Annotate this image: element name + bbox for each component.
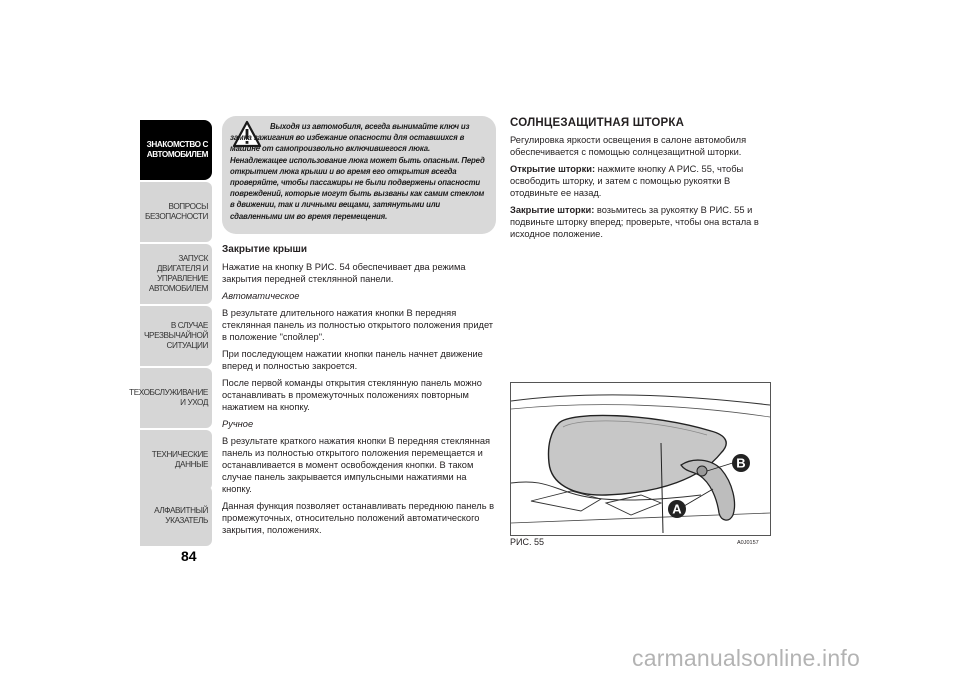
warning-text: Выходя из автомобиля, всегда вынимайте ключ из замка зажигания во избежание опасности для оставшихся в машине от самопроизвольно включившегося люка. Ненадлежащее использование люка может быть опасным. Перед открытием люка крыши и во время его открытия всегда проверяйте, чтобы пассажиры не были подвержены опасности повреждений, которые могут быть вызваны как самим стеклом в движении, так и личными вещами, затянутыми или сдавленными им во время перемещения. [230,122,485,221]
closing-label: Закрытие шторки: [510,205,595,215]
tab-technical-data[interactable]: ТЕХНИЧЕСКИЕ ДАННЫЕ [140,430,212,490]
figure-sun-blind [510,382,771,536]
paragraph: В результате длительного нажатия кнопки B передняя стеклянная панель из полностью открытого положения придет в положение "спойлер". [222,308,494,342]
tab-emergency[interactable]: В СЛУЧАЕ ЧРЕЗВЫЧАЙНОЙ СИТУАЦИИ [140,306,212,366]
tab-know-your-car[interactable]: ЗНАКОМСТВО С АВТОМОБИЛЕМ [140,120,212,180]
paragraph: Нажатие на кнопку B РИС. 54 обеспечивает два режима закрытия передней стеклянной панели. [222,262,466,284]
callout-b-label: B [736,455,746,471]
tab-maintenance[interactable]: ТЕХОБСЛУЖИВАНИЕ И УХОД [140,368,212,428]
sun-blind-section [510,117,770,245]
roof-closing-section [222,244,496,541]
callout-a-label: A [672,501,682,517]
page-number: 84 [181,548,197,564]
opening-text: нажмите кнопку A РИС. 55, чтобы освободить шторку, и затем с помощью рукоятки B отодвиньте ее назад. [510,164,744,198]
figure-caption: РИС. 55 [510,537,544,547]
figure-code: A0J0157 [737,540,759,546]
tab-safety[interactable]: ВОПРОСЫ БЕЗОПАСНОСТИ [140,182,212,242]
subheading-manual: Ручное [222,419,254,429]
paragraph-opening [510,163,770,199]
section-heading: СОЛНЦЕЗАЩИТНАЯ ШТОРКА [510,117,685,129]
subheading-automatic: Автоматическое [222,291,300,301]
paragraph: Данная функция позволяет останавливать переднюю панель в промежуточных, относительно положений автоматического закрытия, положениях. [222,501,495,535]
paragraph: Регулировка яркости освещения в салоне автомобиля обеспечивается с помощью солнцезащитной шторки. [510,135,747,157]
callout-b-badge [731,453,751,473]
watermark: carmanualsonline.info [632,645,860,671]
paragraph: После первой команды открытия стеклянную панель можно останавливать в промежуточных положениях повторным нажатием на кнопку. [222,378,482,412]
opening-label: Открытие шторки: [510,164,596,174]
paragraph: В результате краткого нажатия кнопки B передняя стеклянная панель из полностью открытого положения перемещается и останавливается в момент освобождения кнопки. В таком случае панель закрывается импульсными нажатиями на кнопку. [222,436,491,494]
tab-index[interactable]: АЛФАВИТНЫЙ УКАЗАТЕЛЬ [140,486,212,546]
callout-a-badge [667,499,687,519]
section-heading: Закрытие крыши [222,244,307,255]
closing-text: возьмитесь за рукоятку B РИС. 55 и подвиньте шторку вперед; проверьте, чтобы она встала в исходное положение. [510,205,759,239]
tab-starting-and-driving[interactable]: ЗАПУСК ДВИГАТЕЛЯ И УПРАВЛЕНИЕ АВТОМОБИЛЕМ [140,244,212,304]
paragraph: При последующем нажатии кнопки панель начнет движение вперед и полностью закроется. [222,349,483,371]
paragraph-closing [510,204,770,240]
chapter-sidebar [129,120,212,546]
